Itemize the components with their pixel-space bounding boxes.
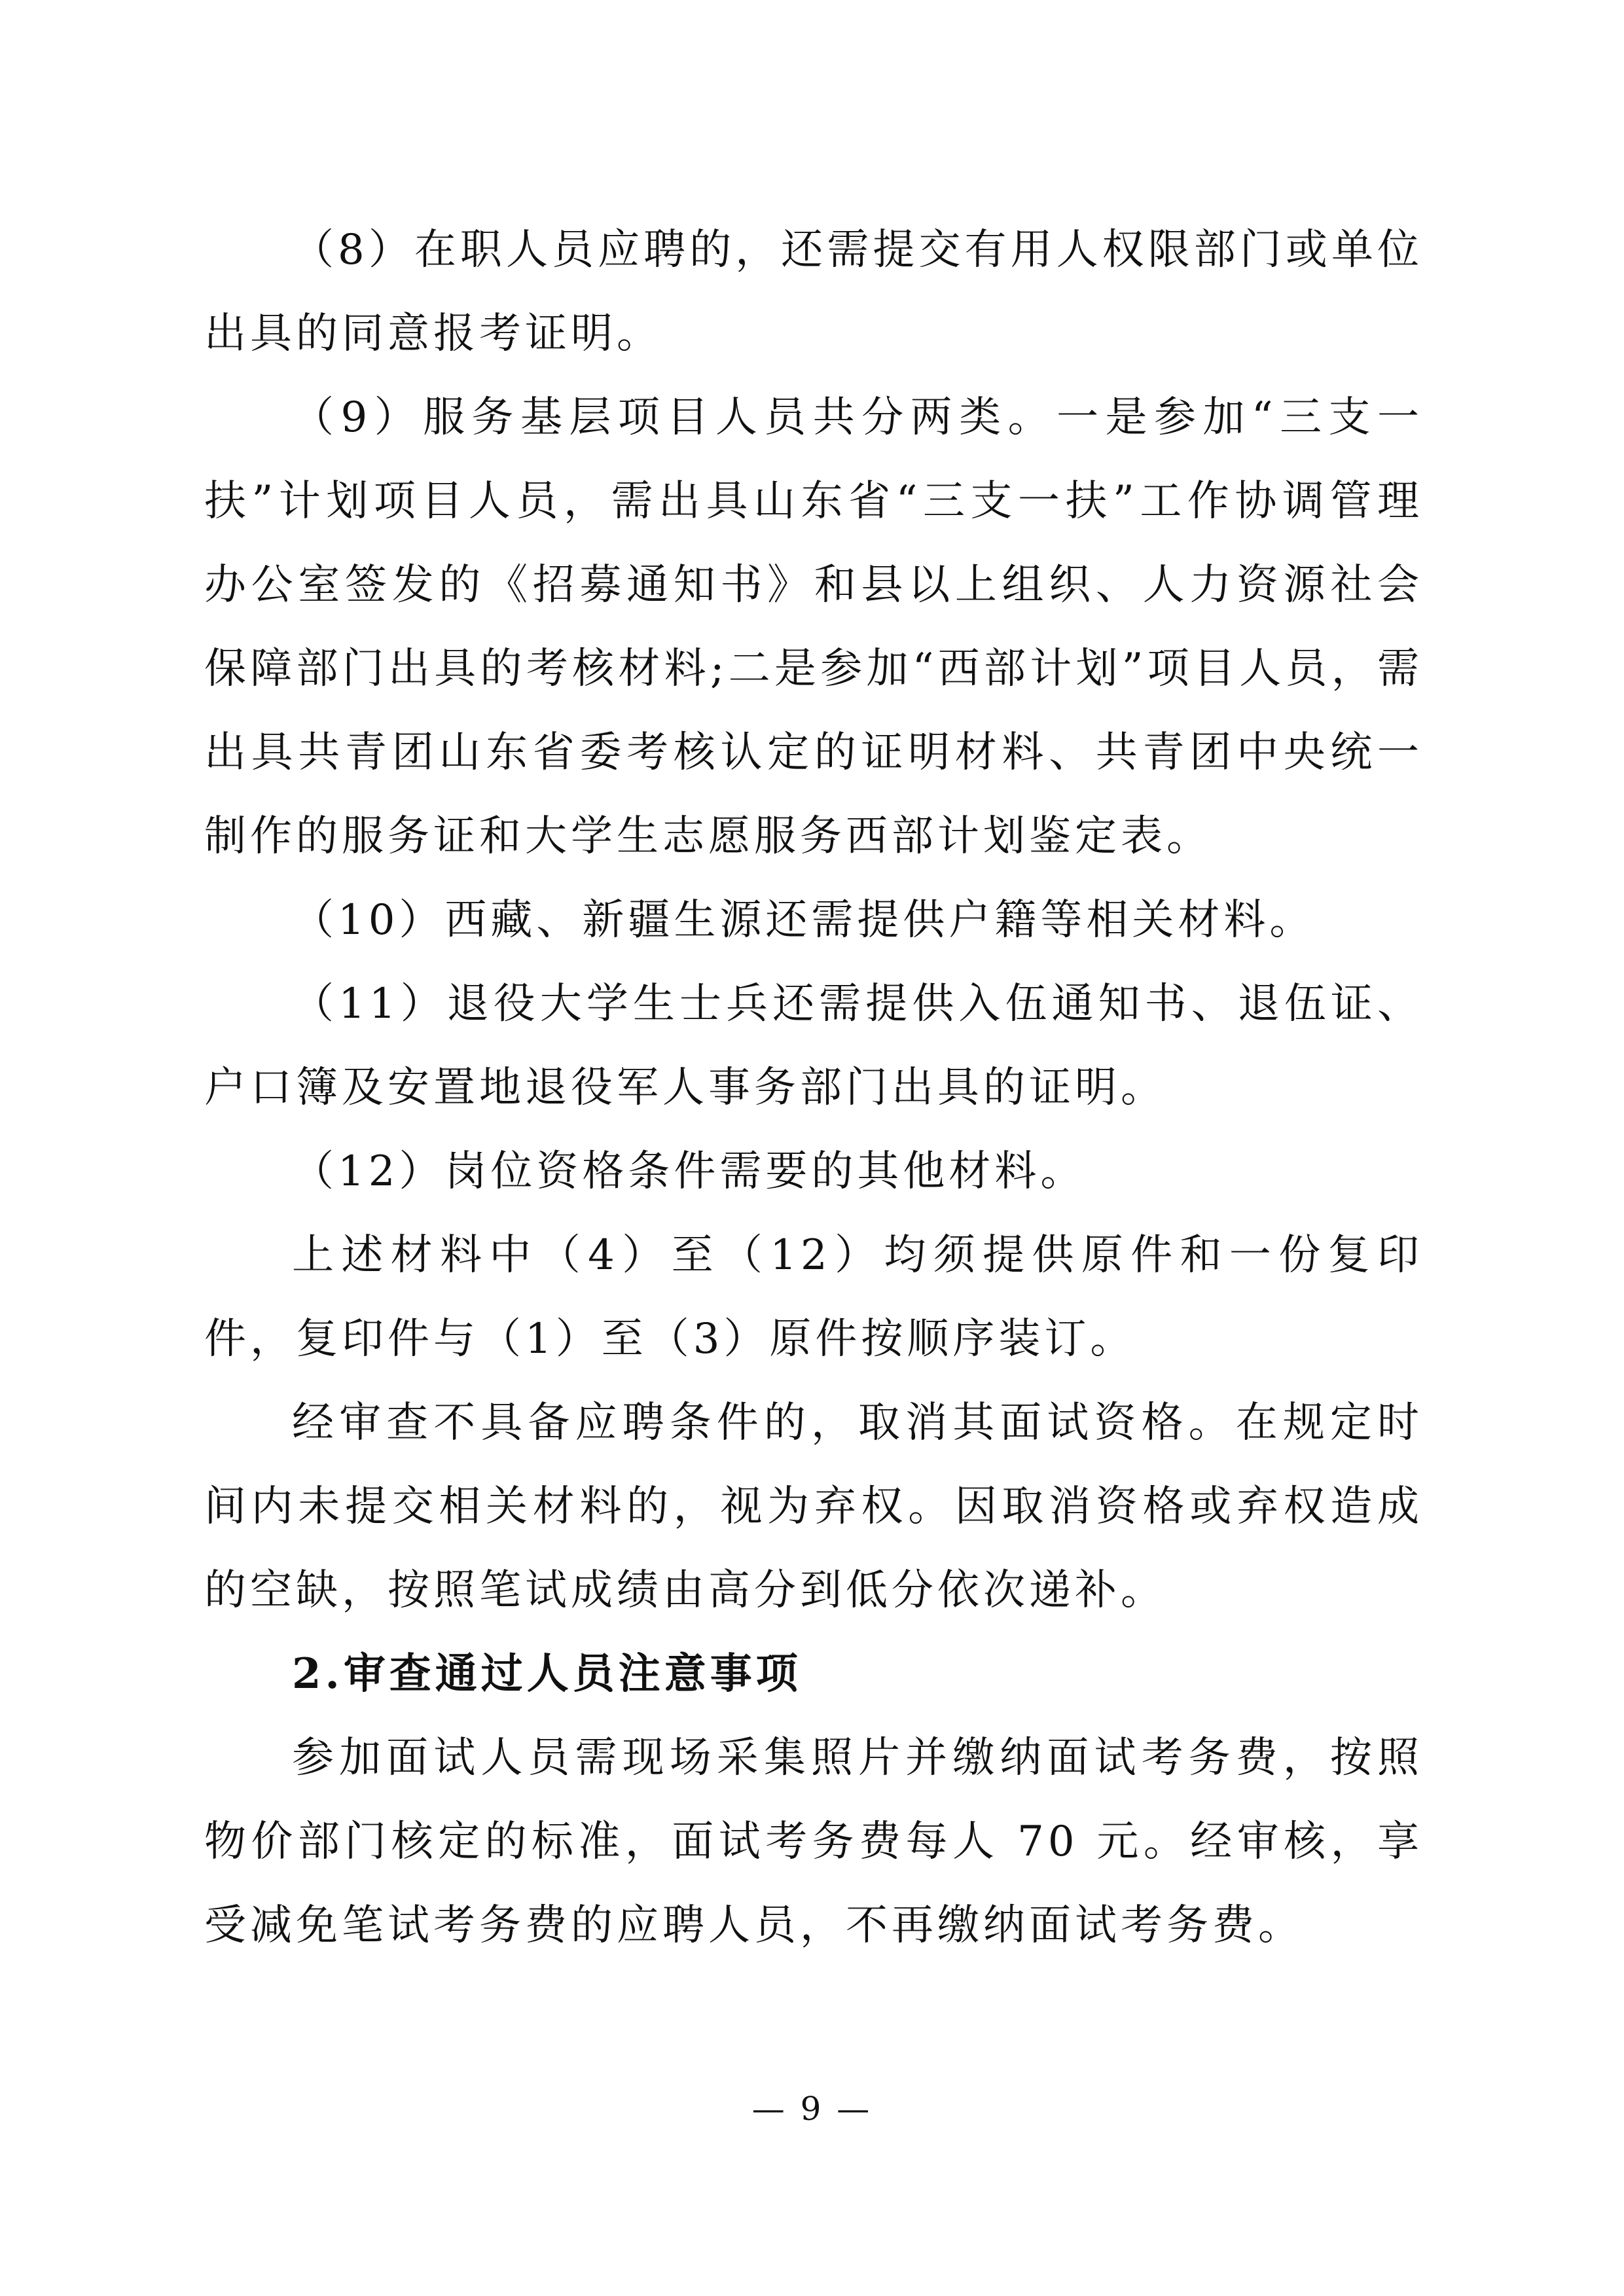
paragraph-interview-fee: 参加面试人员需现场采集照片并缴纳面试考务费，按照物价部门核定的标准，面试考务费每人 70 元。经审核，享受减免笔试考务费的应聘人员，不再缴纳面试考务费。	[204, 1734, 1423, 1950]
paragraph-item-12: （12）岗位资格条件需要的其他材料。	[292, 1147, 1087, 1196]
paragraph-disqualification: 经审查不具备应聘条件的，取消其面试资格。在规定时间内未提交相关材料的，视为弃权。因取消资格或弃权造成的空缺，按照笔试成绩由高分到低分依次递补。	[204, 1399, 1423, 1615]
paragraph-copy-instructions: 上述材料中（4）至（12）均须提供原件和一份复印件，复印件与（1）至（3）原件按顺序装订。	[204, 1231, 1423, 1363]
section-heading: 2.审查通过人员注意事项	[292, 1649, 802, 1698]
document-body	[204, 208, 1423, 1967]
paragraph-item-10: （10）西藏、新疆生源还需提供户籍等相关材料。	[292, 896, 1316, 944]
page-number: — 9 —	[751, 2090, 873, 2128]
paragraph-item-11: （11）退役大学生士兵还需提供入伍通知书、退伍证、户口簿及安置地退役军人事务部门出具的证明。	[204, 980, 1423, 1112]
paragraph-item-8: （8）在职人员应聘的，还需提交有用人权限部门或单位出具的同意报考证明。	[204, 226, 1423, 358]
paragraph-item-9: （9）服务基层项目人员共分两类。一是参加“三支一扶”计划项目人员，需出具山东省“三支一扶”工作协调管理办公室签发的《招募通知书》和县以上组织、人力资源社会保障部门出具的考核材料;二是参加“西部计划”项目人员，需出具共青团山东省委考核认定的证明材料、共青团中央统一制作的服务证和大学生志愿服务西部计划鉴定表。	[204, 393, 1423, 861]
